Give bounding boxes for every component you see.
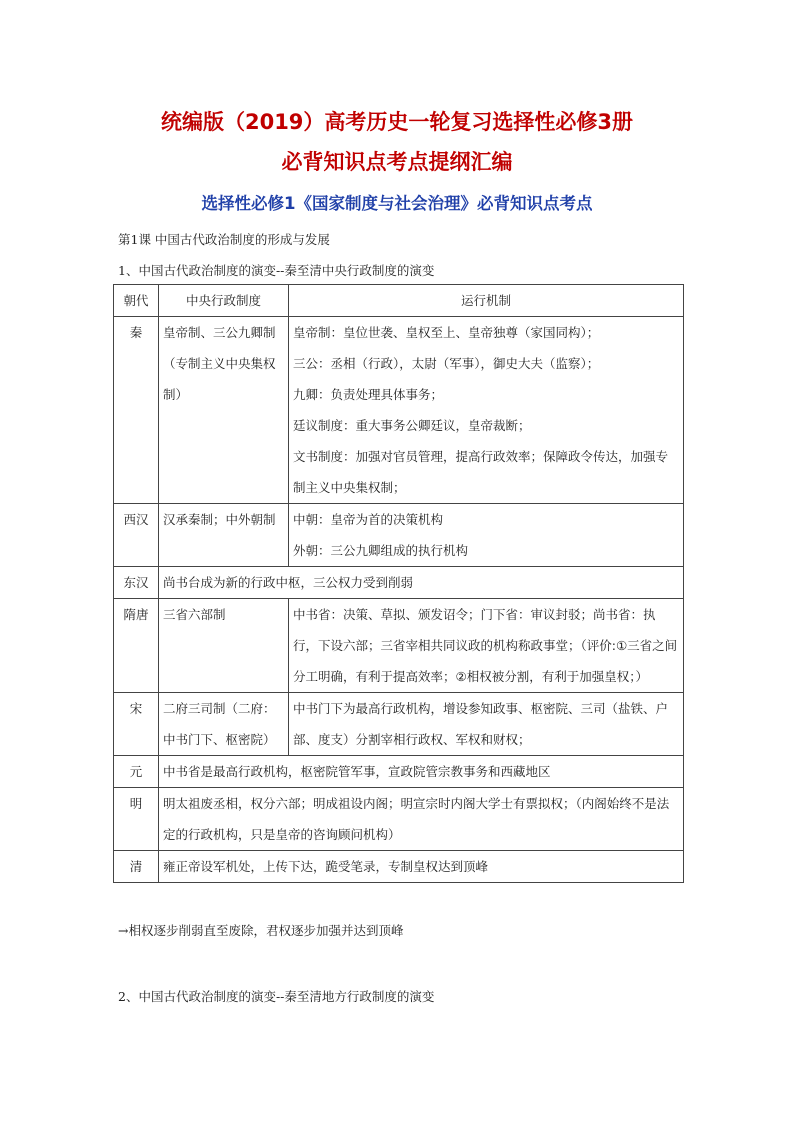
table-row <box>114 567 684 599</box>
table-row <box>114 504 684 567</box>
dynasty-cell: 宋 <box>114 693 159 756</box>
header-system: 中央行政制度 <box>159 285 289 317</box>
mechanism-line: 皇帝制：皇位世袭、皇权至上、皇帝独尊（家国同构）； <box>293 325 600 340</box>
mechanism-line: 中朝：皇帝为首的决策机构 <box>293 512 444 527</box>
table-row <box>114 788 684 851</box>
mechanism-cell <box>289 317 684 504</box>
table-row <box>114 693 684 756</box>
lesson-heading: 第1课 中国古代政治制度的形成与发展 <box>118 232 330 247</box>
table-row <box>114 756 684 788</box>
mechanism-line: 中书省：决策、草拟、颁发诏令；门下省：审议封驳；尚书省：执行，下设六部；三省宰相共同议政的机构称政事堂；（评价:①三省之间分工明确，有利于提高效率；②相权被分割，有利于加强皇权；） <box>293 607 678 684</box>
dynasty-cell: 清 <box>114 851 159 883</box>
mechanism-line: 九卿：负责处理具体事务； <box>293 387 444 402</box>
dynasty-cell: 明 <box>114 788 159 851</box>
dynasty-cell: 隋唐 <box>114 599 159 693</box>
dynasty-cell: 东汉 <box>114 567 159 599</box>
merged-description-cell: 中书省是最高行政机构，枢密院管军事，宣政院管宗教事务和西藏地区 <box>159 756 684 788</box>
mechanism-line: 廷议制度：重大事务公卿廷议，皇帝裁断； <box>293 418 531 433</box>
central-administration-table <box>113 284 684 883</box>
document-title-line-2: 必背知识点考点提纲汇编 <box>281 150 513 174</box>
merged-description-cell: 尚书台成为新的行政中枢，三公权力受到削弱 <box>159 567 684 599</box>
mechanism-cell <box>289 599 684 693</box>
header-mechanism: 运行机制 <box>289 285 684 317</box>
dynasty-cell: 西汉 <box>114 504 159 567</box>
section-2-heading: 2、中国古代政治制度的演变--秦至清地方行政制度的演变 <box>118 989 435 1004</box>
summary-note: →相权逐步削弱直至废除，君权逐步加强并达到顶峰 <box>118 923 404 938</box>
dynasty-cell: 秦 <box>114 317 159 504</box>
system-cell: 三省六部制 <box>159 599 289 693</box>
system-cell: 皇帝制、三公九卿制（专制主义中央集权制） <box>159 317 289 504</box>
merged-description-cell: 雍正帝设军机处，上传下达，跪受笔录，专制皇权达到顶峰 <box>159 851 684 883</box>
header-dynasty: 朝代 <box>114 285 159 317</box>
mechanism-line: 外朝：三公九卿组成的执行机构 <box>293 543 469 558</box>
document-subtitle: 选择性必修1《国家制度与社会治理》必背知识点考点 <box>201 194 593 213</box>
table-row <box>114 317 684 504</box>
table-row <box>114 851 684 883</box>
mechanism-cell <box>289 693 684 756</box>
mechanism-line: 中书门下为最高行政机构，增设参知政事、枢密院、三司（盐铁、户部、度支）分割宰相行政权、军权和财权； <box>293 701 669 747</box>
mechanism-cell <box>289 504 684 567</box>
section-1-heading: 1、中国古代政治制度的演变--秦至清中央行政制度的演变 <box>118 263 435 278</box>
system-cell: 二府三司制（二府：中书门下、枢密院） <box>159 693 289 756</box>
document-title-line-1: 统编版（2019）高考历史一轮复习选择性必修3册 <box>160 110 634 134</box>
mechanism-line: 三公：丞相（行政），太尉（军事），御史大夫（监察）； <box>293 356 600 371</box>
table-row <box>114 599 684 693</box>
merged-description-cell: 明太祖废丞相，权分六部；明成祖设内阁；明宣宗时内阁大学士有票拟权；（内阁始终不是法定的行政机构，只是皇帝的咨询顾问机构） <box>159 788 684 851</box>
system-cell: 汉承秦制；中外朝制 <box>159 504 289 567</box>
mechanism-line: 文书制度：加强对官员管理，提高行政效率；保障政令传达，加强专制主义中央集权制； <box>293 449 669 495</box>
table-header-row <box>114 285 684 317</box>
dynasty-cell: 元 <box>114 756 159 788</box>
